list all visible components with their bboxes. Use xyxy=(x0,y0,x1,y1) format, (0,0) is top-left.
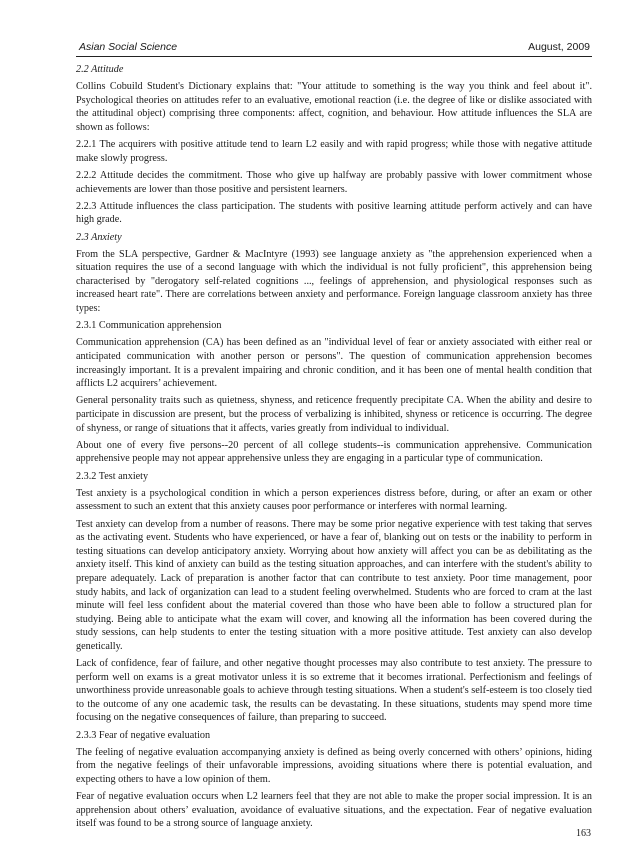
journal-name: Asian Social Science xyxy=(79,41,178,53)
body-paragraph: General personality traits such as quietness, shyness, and reticence frequently precipitate CA. When the ability and desire to participate in discussion are present, but the process of verbalizing is inhibited, shyness or reticence is occurring. The degree of shyness, or range of situations that it affects, varies greatly from individual to individual. xyxy=(76,395,592,434)
page-number: 163 xyxy=(576,828,591,839)
body-paragraph: Collins Cobuild Student's Dictionary explains that: "Your attitude to something is the way you think and feel about it". Psychological theories on attitudes refer to an evaluative, emotional reaction (i.e. the degree of like or dislike associated with the attitudinal object) comprising three components: affect, cognition, and behaviour. How attitude influences the SLA are shown as follows: xyxy=(76,81,592,133)
header-rule xyxy=(76,56,592,57)
running-header xyxy=(76,40,592,54)
body-paragraph: 2.2.2 Attitude decides the commitment. Those who give up halfway are probably passive with lower commitment whose achievements are lower than those positive and persistent learners. xyxy=(76,169,592,195)
body-paragraph: Test anxiety can develop from a number of reasons. There may be some prior negative experience with test taking that serves as the activating event. Students who have experienced, or have a fear of, blanking out on tests or the inability to perform in testing situations can develop anticipatory anxiety. Worrying about how anxiety will affect you can be as debilitating as the anxiety itself. This kind of anxiety can build as the testing situation approaches, and can interfere with the student's ability to prepare adequately. Lack of preparation is another factor that can contribute to test anxiety. Poor time management, poor study habits, and lack of organization can lead to a student feeling overwhelmed. Students who are forced to cram at the last minute will feel less confident about the material covered than those who have been able to follow a structured plan for studying. Being able to anticipate what the exam will cover, and knowing all the information has been covered during the study sessions, can help students to enter the testing situation with a more positive attitude. Test anxiety can also develop genetically. xyxy=(76,518,592,652)
body-paragraph: About one of every five persons--20 percent of all college students--is communication apprehensive. Communication apprehensive people may not appear apprehensive unless they are engaging in a particular type of communication. xyxy=(76,439,592,465)
body-paragraph: From the SLA perspective, Gardner & MacIntyre (1993) see language anxiety as "the apprehension experienced when a situation requires the use of a second language with which the individual is not fully proficient", this apprehension being characterised by "derogatory self-related cognitions ..., feelings of apprehension, and physiological responses such as increased heart rate". There are correlations between anxiety and performance. Foreign language classroom anxiety has three types: xyxy=(76,248,592,315)
section-heading: 2.2 Attitude xyxy=(76,64,124,75)
body-paragraph: Lack of confidence, fear of failure, and other negative thought processes may also contribute to test anxiety. The pressure to perform well on exams is a great motivator unless it is so extreme that it becomes irrational. Perfectionism and feelings of unworthiness provide unreasonable goals to achieve through testing situations. When a student's self-esteem is too closely tied to the outcome of any one academic task, the results can be devastating. In these situations, students may spend more time focusing on the negative consequences of failure, than preparing to succeed. xyxy=(76,658,592,724)
body-paragraph: 2.2.3 Attitude influences the class participation. The students with positive learning attitude perform actively and can have high grade. xyxy=(76,200,592,226)
section-heading: 2.3.3 Fear of negative evaluation xyxy=(76,729,211,741)
body-paragraph: Test anxiety is a psychological condition in which a person experiences distress before, during, or after an exam or other assessment to such an extent that this anxiety causes poor performance or interferes with normal learning. xyxy=(76,487,592,513)
section-heading: 2.3.2 Test anxiety xyxy=(76,470,149,482)
body-paragraph: 2.2.1 The acquirers with positive attitude tend to learn L2 easily and with rapid progress; while those with negative attitude make slowly progress. xyxy=(76,139,592,164)
section-heading: 2.3 Anxiety xyxy=(76,231,122,243)
body-paragraph: The feeling of negative evaluation accompanying anxiety is defined as being overly concerned with others’ opinions, hiding from the negative feelings of their unfavorable impressions, avoiding situations where there is potential evaluation, and expecting others to have a low opinion of them. xyxy=(76,746,592,785)
issue-date: August, 2009 xyxy=(528,41,590,53)
body-paragraph: Communication apprehension (CA) has been defined as an "individual level of fear or anxiety associated with either real or anticipated communication with another person or persons". The question of communication apprehension becomes increasingly important. It is a prevalent impairing and chronic condition, and it has been one of mental health condition that afflicts L2 acquirers’ achievement. xyxy=(76,337,592,390)
article-body xyxy=(76,63,592,835)
body-paragraph: Fear of negative evaluation occurs when L2 learners feel that they are not able to make the proper social impression. It is an apprehension about others’ evaluation, avoidance of evaluative situations, and the expectation. Fear of negative evaluation itself was found to be a strong source of language anxiety. xyxy=(76,791,592,830)
section-heading: 2.3.1 Communication apprehension xyxy=(76,320,222,332)
